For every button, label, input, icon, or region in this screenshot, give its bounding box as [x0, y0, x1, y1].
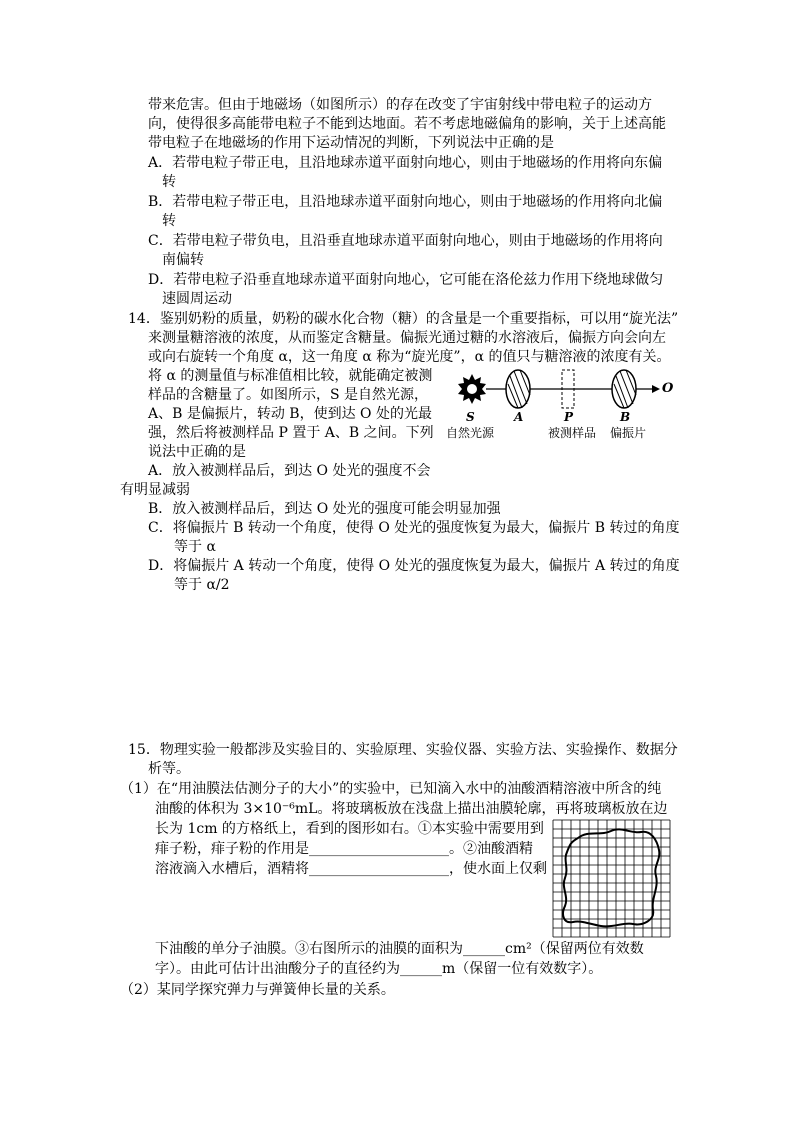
q14-text-line-6: A、B 是偏振片，转动 B，使到达 O 处的光最	[148, 406, 432, 422]
q15-part1-line-6: 下油酸的单分子油膜。③右图所示的油膜的面积为______cm²（保留两位有效数	[155, 941, 644, 957]
q14-text-line-8: 说法中正确的是	[148, 444, 246, 460]
q14-text-line-2: 来测量糖溶液的浓度，从而鉴定含糖量。偏振光通过糖的水溶液后，偏振方向会向左	[148, 330, 666, 346]
q13-option-c-cont: 南偏转	[162, 252, 204, 268]
q13-option-a: A．若带电粒子带正电，且沿地球赤道平面射向地心，则由于地磁场的作用将向东偏	[148, 155, 663, 171]
polarizer-b-icon	[612, 370, 636, 408]
q13-option-b: B．若带电粒子带正电，且沿地球赤道平面射向地心，则由于地磁场的作用将向北偏	[148, 194, 663, 210]
caption-sample: 被测样品	[548, 426, 597, 440]
q15-part1-line-7: 字）。由此可估计出油酸分子的直径约为______m（保留一位有效数字）。	[155, 961, 603, 977]
q14-text-line-3: 或向右旋转一个角度 α，这一角度 α 称为“旋光度”，α 的值只与糖溶液的浓度有关。	[148, 349, 671, 365]
q15-part1-line-1: （1）在“用油膜法估测分子的大小”的实验中，已知滴入水中的油酸酒精溶液中所含的纯	[120, 781, 662, 797]
q13-option-b-cont: 转	[162, 213, 176, 229]
q13-text-line-1: 带来危害。但由于地磁场（如图所示）的存在改变了宇宙射线中带电粒子的运动方	[148, 97, 652, 113]
q14-text-line-7: 强，然后将被测样品 P 置于 A、B 之间。下列	[148, 425, 434, 441]
label-o: O	[662, 381, 674, 396]
oil-film-outline	[563, 829, 659, 926]
q14-option-d: D．将偏振片 A 转动一个角度，使得 O 处光的强度恢复为最大，偏振片 A 转过的角度	[148, 558, 680, 574]
q15-part1-line-3: 长为 1cm 的方格纸上，看到的图形如右。①本实验中需要用到	[155, 821, 544, 837]
q13-text-line-2: 向，使得很多高能带电粒子不能到达地面。若不考虑地磁偏角的影响，关于上述高能	[148, 116, 666, 132]
q14-option-d-cont: 等于 α/2	[174, 577, 230, 593]
light-source-icon	[458, 374, 486, 404]
label-p: P	[564, 410, 574, 424]
q15-part2-line: （2）某同学探究弹力与弹簧伸长量的关系。	[120, 982, 395, 998]
label-s: S	[466, 410, 475, 424]
q14-option-a: A．放入被测样品后，到达 O 处光的强度不会	[148, 463, 431, 479]
grid-paper	[553, 820, 670, 937]
oil-film-grid-figure	[553, 820, 670, 937]
q15-part1-line-4: 痱子粉，痱子粉的作用是____________________。②油酸酒精	[155, 841, 533, 857]
q15-part1-line-2: 油酸的体积为 3×10⁻⁶mL。将玻璃板放在浅盘上描出油膜轮廓，再将玻璃板放在边	[155, 801, 668, 817]
caption-polarizer: 偏振片	[610, 426, 647, 440]
q13-option-d: D．若带电粒子沿垂直地球赤道平面射向地心，它可能在洛伦兹力作用下绕地球做匀	[148, 272, 664, 288]
polarizer-a-icon	[506, 370, 530, 408]
q14-text-line-5: 样品的含糖量了。如图所示，S 是自然光源，	[148, 387, 429, 403]
q13-text-line-3: 带电粒子在地磁场的作用下运动情况的判断，下列说法中正确的是	[148, 135, 554, 151]
label-b: B	[620, 410, 631, 424]
q15-text-line-2: 析等。	[148, 761, 190, 777]
q13-option-a-cont: 转	[162, 174, 176, 190]
label-a: A	[514, 410, 524, 424]
q14-text-line-1: 14．鉴别奶粉的质量，奶粉的碳水化合物（糖）的含量是一个重要指标，可以用“旋光法”	[128, 311, 679, 327]
q14-text-line-4: 将 α 的测量值与标准值相比较，就能确定被测	[148, 368, 433, 384]
q14-option-b: B．放入被测样品后，到达 O 处光的强度可能会明显加强	[148, 501, 501, 517]
q15-part1-line-5: 溶液滴入水槽后，酒精将____________________，使水面上仅剩	[155, 861, 547, 877]
q14-option-a-cont: 有明显减弱	[120, 482, 190, 498]
arrow-icon	[652, 385, 660, 393]
q14-option-c-cont: 等于 α	[174, 539, 216, 555]
caption-natural-light: 自然光源	[446, 426, 495, 440]
q13-option-c: C．若带电粒子带负电，且沿垂直地球赤道平面射向地心，则由于地磁场的作用将向	[148, 233, 663, 249]
q13-option-d-cont: 速圆周运动	[162, 291, 232, 307]
q15-text-line-1: 15．物理实验一般都涉及实验目的、实验原理、实验仪器、实验方法、实验操作、数据分	[128, 742, 678, 758]
q14-option-c: C．将偏振片 B 转动一个角度，使得 O 处光的强度恢复为最大，偏振片 B 转过的角度	[148, 520, 680, 536]
